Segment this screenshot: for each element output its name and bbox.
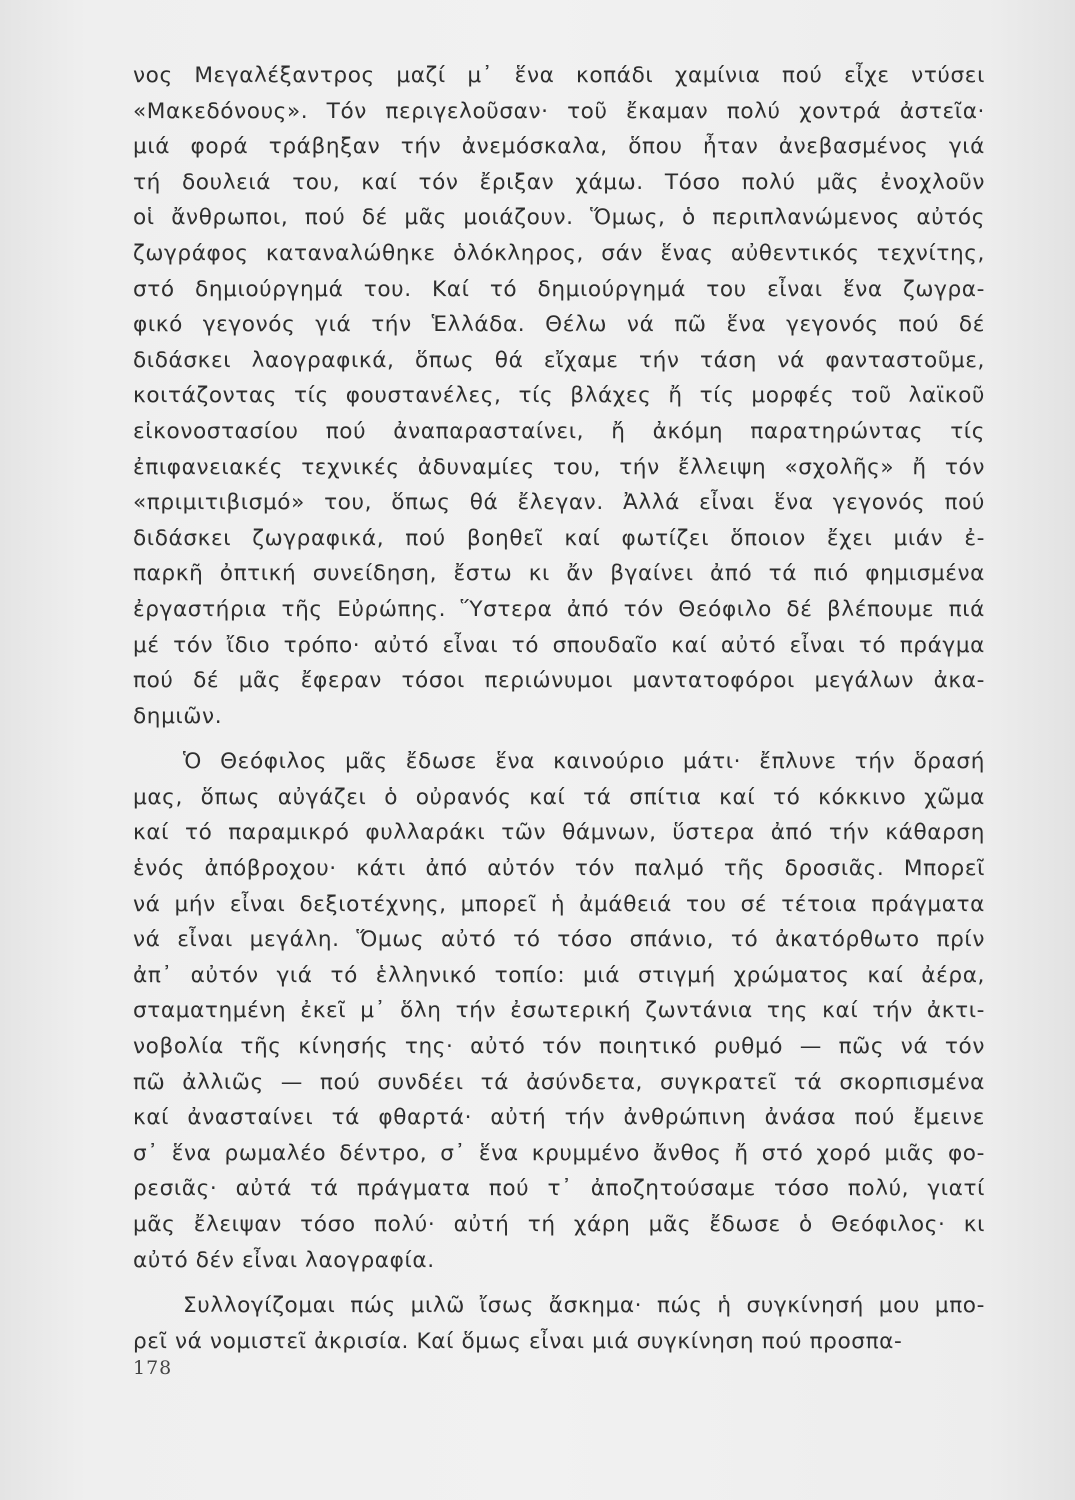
text-line: «Μακεδόνους». Τόν περιγελοῦσαν· τοῦ ἔκαμαν πολύ χοντρά ἀστεῖα·: [133, 98, 985, 124]
text-line: «πριμιτιβισμό» του, ὅπως θά ἔλεγαν. Ἀλλά εἶναι ἕνα γεγονός πού: [133, 490, 985, 516]
text-line: καί τό παραμικρό φυλλαράκι τῶν θάμνων, ὕστερα ἀπό τήν κάθαρση: [133, 820, 985, 846]
text-line: δημιῶν.: [133, 703, 223, 729]
body-text: [133, 58, 985, 1359]
text-line: πού δέ μᾶς ἔφεραν τόσοι περιώνυμοι μαντατοφόροι μεγάλων ἀκα-: [133, 668, 985, 694]
text-line: ρεσιᾶς· αὐτά τά πράγματα πού τ᾽ ἀποζητούσαμε τόσο πολύ, γιατί: [133, 1176, 985, 1202]
text-line: ἐπιφανειακές τεχνικές ἀδυναμίες του, τήν ἔλλειψη «σχολῆς» ἤ τόν: [133, 454, 985, 480]
text-line: καί ἀνασταίνει τά φθαρτά· αὐτή τήν ἀνθρώπινη ἀνάσα πού ἔμεινε: [133, 1105, 985, 1131]
text-line: ἐργαστήρια τῆς Εὐρώπης. Ὕστερα ἀπό τόν Θεόφιλο δέ βλέπουμε πιά: [133, 596, 985, 622]
paragraph-gap: [133, 734, 985, 744]
text-line: νά εἶναι μεγάλη. Ὅμως αὐτό τό τόσο σπάνιο, τό ἀκατόρθωτο πρίν: [133, 927, 985, 953]
paragraph: [133, 744, 985, 1278]
text-line: ρεῖ νά νομιστεῖ ἀκρισία. Καί ὅμως εἶναι μιά συγκίνηση πού προσπα-: [133, 1328, 903, 1354]
text-line: οἱ ἄνθρωποι, πού δέ μᾶς μοιάζουν. Ὅμως, ὁ περιπλανώμενος αὐτός: [133, 205, 985, 231]
text-line: σ᾽ ἕνα ρωμαλέο δέντρο, σ᾽ ἕνα κρυμμένο ἄνθος ἤ στό χορό μιᾶς φο-: [133, 1140, 985, 1166]
text-line: μας, ὅπως αὐγάζει ὁ οὐρανός καί τά σπίτια καί τό κόκκινο χῶμα: [133, 784, 985, 810]
page-number: 178: [133, 1357, 173, 1379]
paragraph: [133, 1288, 985, 1359]
text-line: μέ τόν ἴδιο τρόπο· αὐτό εἶναι τό σπουδαῖο καί αὐτό εἶναι τό πράγμα: [133, 632, 985, 658]
text-line: αὐτό δέν εἶναι λαογραφία.: [133, 1247, 435, 1273]
text-line: κοιτάζοντας τίς φουστανέλες, τίς βλάχες ἤ τίς μορφές τοῦ λαϊκοῦ: [133, 383, 985, 409]
paragraph-gap: [133, 1278, 985, 1288]
paragraph: [133, 58, 985, 734]
text-line: εἰκονοστασίου πού ἀναπαρασταίνει, ἤ ἀκόμη παρατηρώντας τίς: [133, 418, 985, 444]
text-line: Συλλογίζομαι πώς μιλῶ ἴσως ἄσκημα· πώς ἡ συγκίνησή μου μπο-: [183, 1293, 985, 1319]
text-line: πῶ ἀλλιῶς — πού συνδέει τά ἀσύνδετα, συγκρατεῖ τά σκορπισμένα: [133, 1069, 985, 1095]
text-line: μᾶς ἔλειψαν τόσο πολύ· αὐτή τή χάρη μᾶς ἔδωσε ὁ Θεόφιλος· κι: [133, 1212, 985, 1237]
text-line: ἀπ᾽ αὐτόν γιά τό ἑλληνικό τοπίο: μιά στιγμή χρώματος καί ἀέρα,: [133, 962, 985, 988]
text-line: νά μήν εἶναι δεξιοτέχνης, μπορεῖ ἡ ἀμάθειά του σέ τέτοια πράγματα: [133, 891, 985, 917]
text-line: διδάσκει λαογραφικά, ὅπως θά εἴχαμε τήν τάση νά φανταστοῦμε,: [133, 347, 985, 373]
text-line: ζωγράφος καταναλώθηκε ὁλόκληρος, σάν ἕνας αὐθεντικός τεχνίτης,: [133, 240, 985, 266]
text-line: νοβολία τῆς κίνησής της· αὐτό τόν ποιητικό ρυθμό — πῶς νά τόν: [133, 1034, 985, 1060]
text-line: μιά φορά τράβηξαν τήν ἀνεμόσκαλα, ὅπου ἦταν ἀνεβασμένος γιά: [133, 134, 985, 160]
text-line: ἑνός ἀπόβροχου· κάτι ἀπό αὐτόν τόν παλμό τῆς δροσιᾶς. Μπορεῖ: [133, 856, 985, 882]
text-line: τή δουλειά του, καί τόν ἔριξαν χάμω. Τόσο πολύ μᾶς ἐνοχλοῦν: [133, 169, 985, 195]
text-line: φικό γεγονός γιά τήν Ἑλλάδα. Θέλω νά πῶ ἕνα γεγονός πού δέ: [133, 312, 985, 338]
text-line: Ὁ Θεόφιλος μᾶς ἔδωσε ἕνα καινούριο μάτι· ἔπλυνε τήν ὅρασή: [183, 749, 985, 775]
text-line: παρκῆ ὀπτική συνείδηση, ἔστω κι ἄν βγαίνει ἀπό τά πιό φημισμένα: [133, 561, 985, 587]
text-line: στό δημιούργημά του. Καί τό δημιούργημά του εἶναι ἕνα ζωγρα-: [133, 276, 985, 302]
text-line: σταματημένη ἐκεῖ μ᾽ ὅλη τήν ἐσωτερική ζωντάνια της καί τήν ἀκτι-: [133, 998, 985, 1024]
text-line: διδάσκει ζωγραφικά, πού βοηθεῖ καί φωτίζει ὅποιον ἔχει μιάν ἐ-: [133, 525, 985, 551]
text-line: νος Μεγαλέξαντρος μαζί μ᾽ ἕνα κοπάδι χαμίνια πού εἶχε ντύσει: [133, 63, 985, 88]
